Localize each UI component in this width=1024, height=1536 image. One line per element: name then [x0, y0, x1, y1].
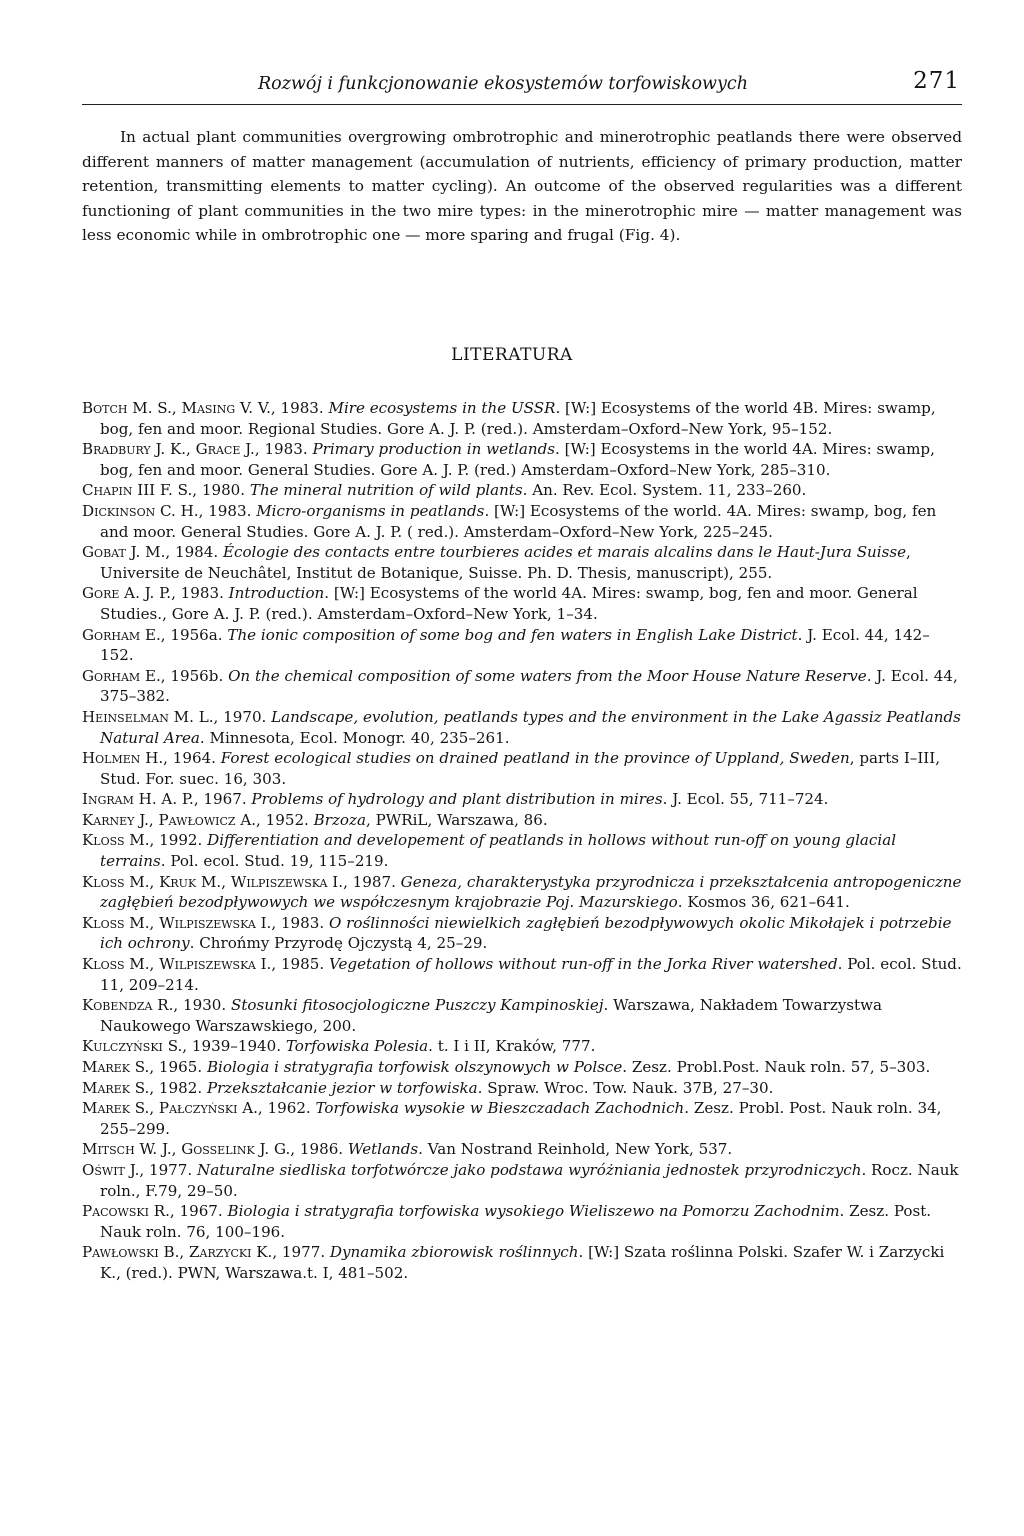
reference-entry: [82, 954, 962, 995]
reference-authors: Bradbury J. K., Grace J.: [82, 440, 255, 459]
reference-title: Forest ecological studies on drained peatland in the province of Uppland, Sweden: [220, 749, 850, 768]
reference-authors: Marek S.: [82, 1058, 150, 1076]
reference-year: , 1983.: [171, 584, 229, 603]
reference-year: , 1977.: [272, 1243, 330, 1262]
abstract-paragraph: In actual plant communities overgrowing ombrotrophic and minerotrophic peatlands there were observed different manners of matter management (accumulation of nutrients, efficiency of primary production, matter retention, transmitting elements to matter cycling). An outcome of the observed regularities was a different functioning of plant communities in the two mire types: in the minerotrophic mire — matter management was less economic while in ombrotrophic one — more sparing and frugal (Fig. 4).: [82, 128, 962, 244]
reference-title: Problems of hydrology and plant distribution in mires: [251, 790, 663, 809]
reference-entry: [82, 1160, 962, 1201]
reference-source: . Warszawa, Nakładem Towarzystwa Naukowego Warszawskiego, 200.: [100, 996, 883, 1035]
reference-entry: [82, 872, 962, 913]
reference-year: , 1964.: [163, 749, 221, 768]
reference-year: , 1984.: [165, 543, 223, 562]
reference-authors: Gorham E.: [82, 666, 161, 685]
reference-year: , 1986.: [290, 1140, 348, 1159]
reference-entry: [82, 810, 962, 831]
reference-authors: Gobat J. M.: [82, 543, 166, 562]
reference-entry: [82, 1201, 962, 1242]
reference-year: , 1980.: [192, 481, 250, 500]
reference-year: , 1956a.: [160, 625, 228, 644]
reference-year: , 1930.: [173, 996, 232, 1015]
reference-authors: Kobendza R.: [82, 996, 174, 1015]
reference-authors: Oświt J.: [82, 1160, 140, 1179]
reference-title: Biologia i stratygrafia torfowiska wysokiego Wieliszewo na Pomorzu Zachodnim: [227, 1202, 840, 1221]
reference-authors: Gorham E.: [82, 625, 161, 644]
reference-year: , 1992.: [149, 831, 208, 850]
reference-source: . Pol. ecol. Stud. 11, 209–214.: [100, 955, 962, 994]
reference-year: , 1985.: [271, 955, 329, 974]
reference-source: , Universite de Neuchâtel, Institut de Botanique, Suisse. Ph. D. Thesis, manuscript), 255.: [100, 543, 911, 582]
reference-title: Biologia i stratygrafia torfowisk olszynowych w Polsce: [206, 1058, 623, 1076]
reference-entry: [82, 789, 962, 810]
reference-authors: Chapin III F. S.: [82, 481, 193, 500]
reference-title: Torfowiska wysokie w Bieszczadach Zachodnich: [315, 1099, 685, 1118]
reference-source: . [W:] Ecosystems of the world 4B. Mires: swamp, bog, fen and moor. Regional Studies. Gore A. J. P. (red.). Amsterdam–Oxford–New York, 95–152.: [100, 399, 936, 438]
reference-year: , 1983.: [254, 440, 313, 459]
reference-year: , 1967.: [193, 790, 252, 809]
reference-authors: Pacowski R.: [82, 1202, 170, 1221]
reference-authors: Kulczyński S.: [82, 1037, 183, 1056]
reference-authors: Dickinson C. H.: [82, 501, 199, 520]
reference-entry: [82, 995, 962, 1036]
reference-title: Geneza, charakterystyka przyrodnicza i przekształcenia antropogeniczne zagłębień bezodpływowych we współczesnym krajobrazie Poj. Mazurskiego: [100, 872, 962, 912]
reference-entry: [82, 625, 962, 666]
reference-year: , 1977.: [139, 1160, 197, 1179]
reference-title: Vegetation of hollows without run-off in the Jorka River watershed: [328, 955, 838, 974]
reference-year: , 1983.: [270, 399, 329, 417]
reference-source: , PWRiL, Warszawa, 86.: [365, 810, 548, 829]
reference-authors: Holmen H.: [82, 749, 164, 768]
reference-source: . Zesz. Probl.Post. Nauk roln. 57, 5–303.: [622, 1058, 931, 1076]
reference-source: . [W:] Ecosystems in the world 4A. Mires: swamp, bog, fen and moor. General Studies. Gore A. J. P. (red.) Amsterdam–Oxford–New York, 285–310.: [100, 440, 935, 479]
reference-authors: Ingram H. A. P.: [82, 790, 194, 809]
reference-title: Mire ecosystems in the USSR: [328, 399, 556, 417]
reference-authors: Kloss M., Kruk M., Wilpiszewska I.: [82, 872, 344, 891]
reference-entry: [82, 501, 962, 542]
reference-entry: [82, 439, 962, 480]
reference-entry: [82, 1078, 962, 1099]
reference-title: Przekształcanie jezior w torfowiska: [206, 1078, 478, 1097]
reference-authors: Botch M. S., Masing V. V.: [82, 399, 271, 417]
reference-entry: [82, 748, 962, 789]
reference-source: . Minnesota, Ecol. Monogr. 40, 235–261.: [199, 728, 510, 747]
running-title: Rozwój i funkcjonowanie ekosystemów torfowiskowych: [258, 74, 748, 94]
reference-authors: Kloss M., Wilpiszewska I.: [82, 955, 272, 974]
reference-source: , parts I–III, Stud. For. suec. 16, 303.: [100, 749, 941, 788]
reference-title: Brzoza: [313, 810, 366, 829]
reference-title: Dynamika zbiorowisk roślinnych: [329, 1243, 579, 1262]
reference-title: Landscape, evolution, peatlands types and the environment in the Lake Agassiz Peatlands Natural Area: [100, 707, 961, 747]
reference-year: , 1983.: [271, 913, 329, 932]
reference-year: , 1983.: [198, 501, 257, 520]
reference-authors: Gore A. J. P.: [82, 584, 172, 603]
reference-source: . Van Nostrand Reinhold, New York, 537.: [418, 1140, 733, 1159]
reference-title: On the chemical composition of some waters from the Moor House Nature Reserve: [228, 666, 867, 685]
reference-source: . [W:] Ecosystems of the world. 4A. Mires: swamp, bog, fen and moor. General Studies. Gore A. J. P. ( red.). Amsterdam–Oxford–New York, 225–245.: [100, 501, 937, 541]
reference-list: [82, 398, 962, 1284]
reference-title: Écologie des contacts entre tourbieres acides et marais alcalins dans le Haut-Jura Suisse: [222, 543, 907, 562]
page-number: 271: [913, 68, 960, 94]
reference-source: . J. Ecol. 55, 711–724.: [662, 790, 829, 809]
reference-year: , 1952.: [256, 810, 314, 829]
reference-entry: [82, 542, 962, 583]
reference-entry: [82, 707, 962, 748]
reference-entry: [82, 666, 962, 707]
reference-source: . J. Ecol. 44, 142–152.: [100, 625, 930, 665]
reference-title: Torfowiska Polesia: [285, 1037, 429, 1056]
reference-source: . Zesz. Post. Nauk roln. 76, 100–196.: [100, 1202, 932, 1241]
reference-authors: Mitsch W. J., Gosselink J. G.: [82, 1140, 291, 1159]
reference-year: , 1939–1940.: [182, 1037, 286, 1056]
reference-source: . Kosmos 36, 621–641.: [677, 893, 850, 912]
reference-entry: [82, 1098, 962, 1139]
reference-entry: [82, 1139, 962, 1160]
reference-title: Primary production in wetlands: [312, 440, 556, 459]
reference-year: , 1970.: [213, 707, 272, 726]
reference-source: . t. I i II, Kraków, 777.: [428, 1037, 596, 1056]
reference-authors: Marek S.: [82, 1078, 150, 1097]
reference-authors: Heinselman M. L.: [82, 707, 214, 726]
reference-source: . Pol. ecol. Stud. 19, 115–219.: [160, 852, 389, 871]
reference-source: . J. Ecol. 44, 375–382.: [100, 666, 958, 706]
reference-source: . Rocz. Nauk roln., F.79, 29–50.: [100, 1160, 959, 1200]
reference-title: Micro-organisms in peatlands: [256, 501, 485, 520]
reference-title: The mineral nutrition of wild plants: [249, 481, 523, 500]
reference-entry: [82, 1057, 962, 1078]
reference-title: Naturalne siedliska torfotwórcze jako podstawa wyróżniania jednostek przyrodniczych: [196, 1160, 862, 1179]
reference-title: Stosunki fitosocjologiczne Puszczy Kampinoskiej: [231, 996, 604, 1015]
reference-entry: [82, 830, 962, 871]
reference-source: . Spraw. Wroc. Tow. Nauk. 37B, 27–30.: [477, 1078, 774, 1097]
reference-year: , 1982.: [149, 1078, 207, 1097]
literature-heading: LITERATURA: [451, 345, 573, 365]
reference-title: The ionic composition of some bog and fen waters in English Lake District: [227, 625, 798, 644]
reference-authors: Kloss M.: [82, 831, 150, 850]
reference-year: , 1962.: [257, 1099, 316, 1118]
reference-authors: Marek S., Pałczyński A.: [82, 1099, 258, 1118]
reference-title: Differentiation and developement of peatlands in hollows without run-off on young glacial terrains: [100, 831, 897, 871]
reference-source: . Zesz. Probl. Post. Nauk roln. 34, 255–299.: [100, 1099, 942, 1138]
reference-title: Wetlands: [347, 1140, 419, 1159]
reference-authors: Karney J., Pawłowicz A.: [82, 810, 257, 829]
reference-source: . [W:] Szata roślinna Polski. Szafer W. i Zarzycki K., (red.). PWN, Warszawa.t. I, 481–502.: [100, 1243, 945, 1282]
reference-entry: [82, 913, 962, 954]
reference-year: , 1967.: [169, 1202, 228, 1221]
reference-entry: [82, 1242, 962, 1283]
running-header: [82, 68, 962, 105]
reference-source: . [W:] Ecosystems of the world 4A. Mires: swamp, bog, fen and moor. General Studies., Gore A. J. P. (red.). Amsterdam–Oxford–New York, 1–34.: [100, 584, 918, 623]
reference-year: , 1956b.: [160, 666, 229, 685]
reference-year: , 1965.: [149, 1058, 207, 1076]
reference-authors: Pawłowski B., Zarzycki K.: [82, 1243, 273, 1262]
reference-source: . Chrońmy Przyrodę Ojczystą 4, 25–29.: [189, 934, 488, 953]
reference-entry: [82, 480, 962, 501]
reference-title: O roślinności niewielkich zagłębień bezodpływowych okolic Mikołajek i potrzebie ich ochrony: [100, 913, 952, 953]
reference-year: , 1987.: [343, 872, 401, 891]
reference-entry: [82, 583, 962, 624]
reference-authors: Kloss M., Wilpiszewska I.: [82, 913, 272, 932]
reference-entry: [82, 398, 962, 439]
reference-title: Introduction: [228, 584, 325, 603]
reference-source: . An. Rev. Ecol. System. 11, 233–260.: [522, 481, 807, 500]
reference-entry: [82, 1036, 962, 1057]
